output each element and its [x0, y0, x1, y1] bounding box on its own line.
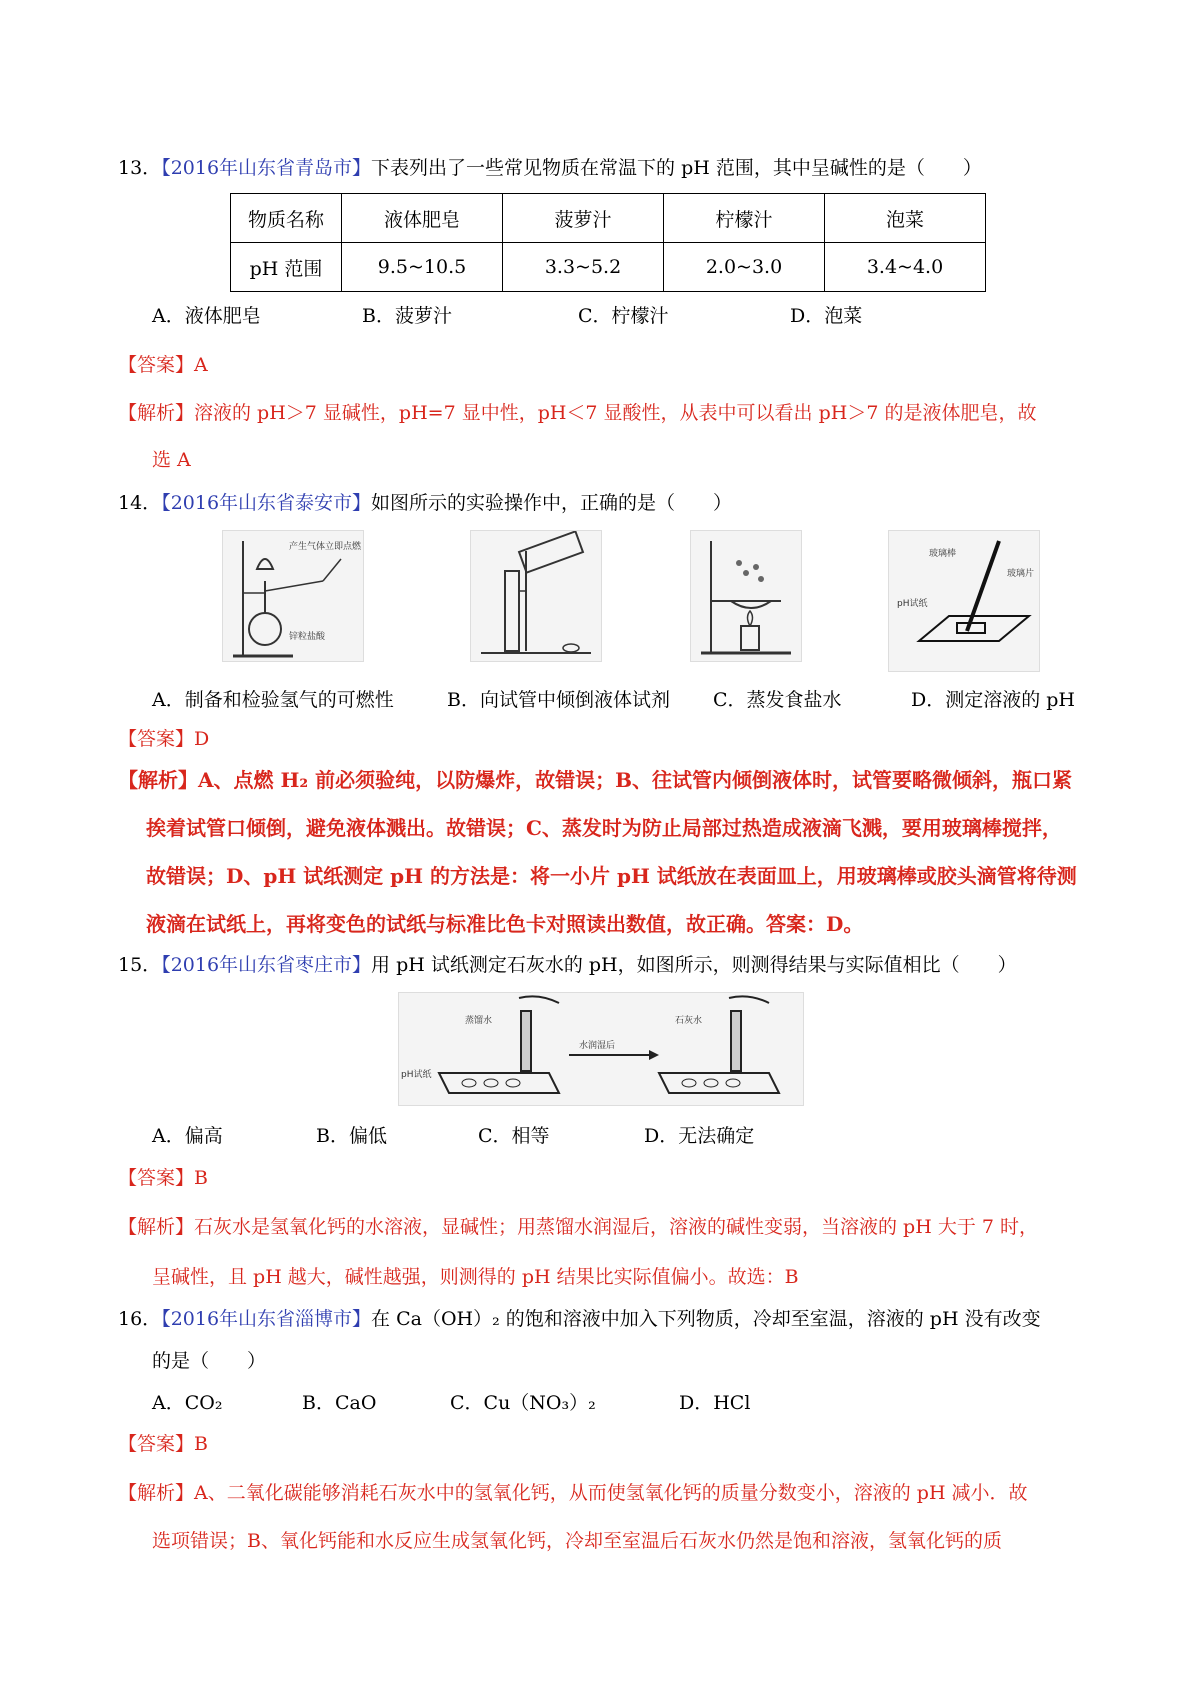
q13-source: 【2016年山东省青岛市】	[161, 157, 372, 179]
table-cell: 菠萝汁	[503, 194, 664, 243]
fig15-arrow-label: 水润湿后	[579, 1041, 616, 1051]
table-cell: 泡菜	[825, 194, 986, 243]
q13-number: 13．	[118, 157, 162, 179]
q15-option-b: B．偏低	[316, 1125, 387, 1147]
q14-option-a: A．制备和检验氢气的可燃性	[152, 689, 394, 711]
q14-figure-c	[690, 530, 802, 662]
q14-source: 【2016年山东省泰安市】	[161, 492, 372, 514]
q14-number: 14．	[118, 492, 162, 514]
q13-option-b: B．菠萝汁	[362, 305, 452, 327]
analysis-text: A、点燃 H₂ 前必须验纯，以防爆炸，故错误；B、往试管内倾倒液体时，试管要略微倾斜，瓶口紧	[198, 768, 1073, 792]
q14-analysis-line2: 挨着试管口倾倒，避免液体溅出。故错误；C、蒸发时为防止局部过热造成液滴飞溅，要用玻璃棒搅拌，	[146, 816, 1062, 840]
table-cell: 3.4~4.0	[825, 243, 986, 292]
q15-analysis-line1	[118, 1214, 1038, 1240]
fig-d-paper-label: pH试纸	[897, 599, 928, 609]
answer-value: A	[194, 354, 208, 376]
answer-value: B	[194, 1167, 208, 1189]
q13-stem-line	[118, 155, 982, 181]
q13-stem: 下表列出了一些常见物质在常温下的 pH 范围，其中呈碱性的是（ ）	[371, 157, 982, 179]
pouring-liquid-illustration	[471, 531, 601, 661]
q16-analysis-line1	[118, 1480, 1028, 1506]
fig-a-top-label: 产生气体立即点燃	[289, 542, 362, 552]
q13-analysis-line1	[118, 400, 1036, 426]
q14-analysis-line1	[118, 767, 1072, 793]
table-cell: 液体肥皂	[342, 194, 503, 243]
answer-value: D	[194, 728, 210, 750]
fig15-left-top-label: 蒸馏水	[465, 1016, 493, 1026]
fig-d-plate-label: 玻璃片	[1007, 569, 1035, 579]
q15-figure	[398, 992, 804, 1106]
q16-answer	[118, 1431, 208, 1457]
q14-answer	[118, 726, 209, 752]
q14-option-d: D．测定溶液的 pH	[911, 689, 1076, 711]
q15-option-d: D．无法确定	[644, 1125, 755, 1147]
q16-stem-line1	[118, 1306, 1041, 1332]
q14-option-c: C．蒸发食盐水	[713, 689, 842, 711]
q16-source: 【2016年山东省淄博市】	[161, 1308, 372, 1330]
q15-answer	[118, 1165, 208, 1191]
q14-figure-d	[888, 530, 1040, 672]
q14-figure-a	[222, 530, 364, 662]
analysis-label: 【解析】	[118, 768, 198, 792]
q14-stem-line	[118, 490, 732, 516]
ph-range-table	[230, 193, 986, 292]
table-cell: 9.5~10.5	[342, 243, 503, 292]
analysis-text: 溶液的 pH＞7 显碱性，pH=7 显中性，pH＜7 显酸性，从表中可以看出 pH＞7 的是液体肥皂，故	[194, 402, 1037, 424]
q15-number: 15．	[118, 954, 162, 976]
answer-label: 【答案】	[118, 728, 195, 750]
q13-option-a: A．液体肥皂	[152, 305, 261, 327]
q15-option-c: C．相等	[478, 1125, 550, 1147]
fig-d-rod-label: 玻璃棒	[929, 549, 957, 559]
q13-answer	[118, 352, 208, 378]
q13-option-c: C．柠檬汁	[578, 305, 669, 327]
q16-stem: 在 Ca（OH）₂ 的饱和溶液中加入下列物质，冷却至室温，溶液的 pH 没有改变	[371, 1308, 1041, 1330]
q15-stem: 用 pH 试纸测定石灰水的 pH，如图所示，则测得结果与实际值相比（ ）	[371, 954, 1017, 976]
analysis-text: A、二氧化碳能够消耗石灰水中的氢氧化钙，从而使氢氧化钙的质量分数变小，溶液的 pH 减小．故	[194, 1482, 1028, 1504]
table-cell: 2.0~3.0	[664, 243, 825, 292]
fig15-left-side-label: pH试纸	[401, 1070, 432, 1080]
table-cell: 3.3~5.2	[503, 243, 664, 292]
q14-figure-b	[470, 530, 602, 662]
analysis-label: 【解析】	[118, 1216, 195, 1238]
evaporation-illustration	[691, 531, 801, 661]
answer-label: 【答案】	[118, 1433, 195, 1455]
table-row	[231, 194, 986, 243]
q15-source: 【2016年山东省枣庄市】	[161, 954, 372, 976]
answer-label: 【答案】	[118, 1167, 195, 1189]
q14-analysis-line4: 液滴在试纸上，再将变色的试纸与标准比色卡对照读出数值，故正确。答案：D。	[146, 912, 864, 936]
answer-value: B	[194, 1433, 208, 1455]
q14-option-b: B．向试管中倾倒液体试剂	[447, 689, 670, 711]
fig15-right-top-label: 石灰水	[675, 1016, 703, 1026]
q13-option-d: D．泡菜	[790, 305, 863, 327]
answer-label: 【答案】	[118, 354, 195, 376]
q16-option-d: D．HCl	[679, 1392, 751, 1414]
q16-stem-line2: 的是（ ）	[152, 1350, 267, 1372]
analysis-label: 【解析】	[118, 402, 195, 424]
q16-analysis-line2: 选项错误；B、氧化钙能和水反应生成氢氧化钙，冷却至室温后石灰水仍然是饱和溶液，氢氧化钙的质	[152, 1530, 1002, 1552]
q15-option-a: A．偏高	[152, 1125, 223, 1147]
q14-analysis-line3: 故错误；D、pH 试纸测定 pH 的方法是：将一小片 pH 试纸放在表面皿上，用玻璃棒或胶头滴管将待测	[146, 864, 1077, 888]
table-row	[231, 243, 986, 292]
q13-analysis-line2: 选 A	[152, 449, 191, 471]
table-cell: pH 范围	[231, 243, 342, 292]
table-cell: 物质名称	[231, 194, 342, 243]
table-cell: 柠檬汁	[664, 194, 825, 243]
fig-a-bottom-label: 锌粒盐酸	[289, 632, 326, 642]
q16-option-c: C．Cu（NO₃）₂	[450, 1392, 596, 1414]
analysis-label: 【解析】	[118, 1482, 195, 1504]
hydrogen-apparatus-illustration	[223, 531, 363, 661]
q15-analysis-line2: 呈碱性，且 pH 越大，碱性越强，则测得的 pH 结果比实际值偏小。故选：B	[152, 1266, 799, 1288]
q16-option-b: B．CaO	[302, 1392, 377, 1414]
q16-number: 16．	[118, 1308, 162, 1330]
ph-test-procedure-illustration	[399, 993, 803, 1105]
ph-measurement-illustration	[889, 531, 1039, 671]
q14-stem: 如图所示的实验操作中，正确的是（ ）	[371, 492, 733, 514]
q16-option-a: A．CO₂	[152, 1392, 223, 1414]
q15-stem-line	[118, 952, 1017, 978]
analysis-text: 石灰水是氢氧化钙的水溶液，显碱性；用蒸馏水润湿后，溶液的碱性变弱，当溶液的 pH 大于 7 时，	[194, 1216, 1038, 1238]
